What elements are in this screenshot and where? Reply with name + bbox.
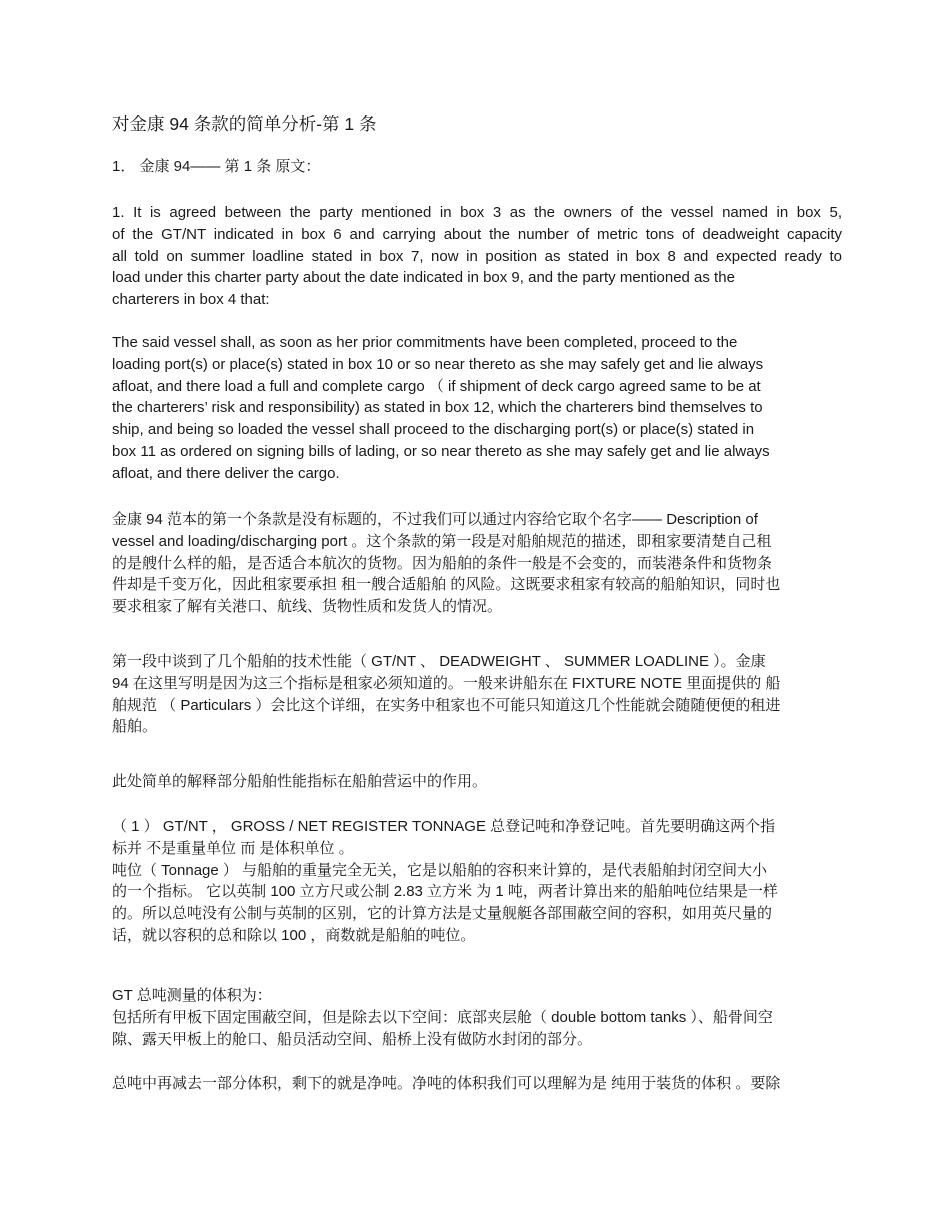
text-line: ship, and being so loaded the vessel shall proceed to the discharging port(s) or place(s) stated in <box>112 421 755 439</box>
text-line: load under this charter party about the date indicated in box 9, and the party mentioned as the <box>112 269 735 287</box>
document-title: 对金康 94 条款的简单分析-第 1 条 <box>112 114 377 134</box>
text-line: 船舶。 <box>112 718 158 736</box>
text-line: all told on summer loadline stated in box 7, now in position as stated in box 8 and expected ready to <box>112 247 842 265</box>
text-line: the charterers’ risk and responsibility) as stated in box 12, which the charterers bind themselves to <box>112 399 763 417</box>
text-line: afloat, and there load a full and complete cargo （ if shipment of deck cargo agreed same to be at <box>112 377 761 395</box>
analysis-paragraph-2 <box>112 651 842 738</box>
analysis-paragraph-1 <box>112 509 842 618</box>
text-line: box 11 as ordered on signing bills of lading, or so near thereto as she may safely get and lie always <box>112 442 770 460</box>
text-line: 的一个指标。 它以英制 100 立方尺或公制 2.83 立方米 为 1 吨，两者计算出来的船舶吨位结果是一样 <box>112 883 778 901</box>
text-line: （ 1 ） GT/NT ， GROSS / NET REGISTER TONNAGE 总登记吨和净登记吨。首先要明确这两个指 <box>112 818 776 835</box>
text-line: 舶规范 （ Particulars ）会比这个详细，在实务中租家也不可能只知道这几个性能就会随随便便的租进 <box>112 696 781 714</box>
text-line: vessel and loading/discharging port 。这个条款的第一段是对船舶规范的描述，即租家要清楚自己租 <box>112 532 772 550</box>
clause-english-paragraph-1 <box>112 202 842 311</box>
clause-heading: 1． 金康 94—— 第 1 条 原文： <box>112 158 321 175</box>
analysis-paragraph-3 <box>112 771 842 793</box>
text-line: 包括所有甲板下固定围蔽空间，但是除去以下空间：底部夹层舱（ double bottom tanks ）、船骨间空 <box>112 1008 773 1026</box>
text-line: 金康 94 范本的第一个条款是没有标题的，不过我们可以通过内容给它取个名字—— Description of <box>112 511 758 528</box>
analysis-paragraph-5 <box>112 985 842 1050</box>
text-line: 的是艘什么样的船，是否适合本航次的货物。因为船舶的条件一般是不会变的，而装港条件和货物条 <box>112 554 773 572</box>
text-line: 要求租家了解有关港口、航线、货物性质和发货人的情况。 <box>112 598 503 616</box>
text-line: 吨位（ Tonnage ） 与船舶的重量完全无关，它是以船舶的容积来计算的，是代表船舶封闭空间大小 <box>112 861 768 879</box>
text-line: The said vessel shall, as soon as her prior commitments have been completed, proceed to the <box>112 334 738 351</box>
text-line: 隙、露天甲板上的舱口、船员活动空间、船桥上没有做防水封闭的部分。 <box>112 1030 593 1048</box>
analysis-paragraph-4 <box>112 816 842 947</box>
text-line: of the GT/NT indicated in box 6 and carrying about the number of metric tons of deadweight capacity <box>112 225 842 243</box>
text-line: 此处简单的解释部分船舶性能指标在船舶营运中的作用。 <box>112 773 488 790</box>
text-line: 1. It is agreed between the party mentioned in box 3 as the owners of the vessel named in box 5, <box>112 204 842 221</box>
text-line: GT 总吨测量的体积为： <box>112 987 272 1004</box>
analysis-paragraph-6 <box>112 1073 842 1095</box>
text-line: charterers in box 4 that: <box>112 291 270 309</box>
text-line: loading port(s) or place(s) stated in box 10 or so near thereto as she may safely get and lie always <box>112 355 764 373</box>
text-line: 94 在这里写明是因为这三个指标是租家必须知道的。一般来讲船东在 FIXTURE NOTE 里面提供的 船 <box>112 674 781 692</box>
text-line: afloat, and there deliver the cargo. <box>112 464 340 482</box>
text-line: 话，就以容积的总和除以 100 ，商数就是船舶的吨位。 <box>112 926 476 944</box>
text-line: 第一段中谈到了几个船舶的技术性能（ GT/NT 、 DEADWEIGHT 、 SUMMER LOADLINE ）。金康 <box>112 653 766 670</box>
text-line: 的。所以总吨没有公制与英制的区别，它的计算方法是丈量舰艇各部围蔽空间的容积，如用英尺量的 <box>112 905 773 923</box>
text-line: 标并 不是重量单位 而 是体积单位 。 <box>112 839 354 857</box>
text-line: 件却是千变万化，因此租家要承担 租一艘合适船舶 的风险。这既要求租家有较高的船舶知识，同时也 <box>112 576 781 594</box>
clause-english-paragraph-2 <box>112 332 842 485</box>
text-line: 总吨中再减去一部分体积，剩下的就是净吨。净吨的体积我们可以理解为是 纯用于装货的体积 。要除 <box>112 1075 781 1092</box>
